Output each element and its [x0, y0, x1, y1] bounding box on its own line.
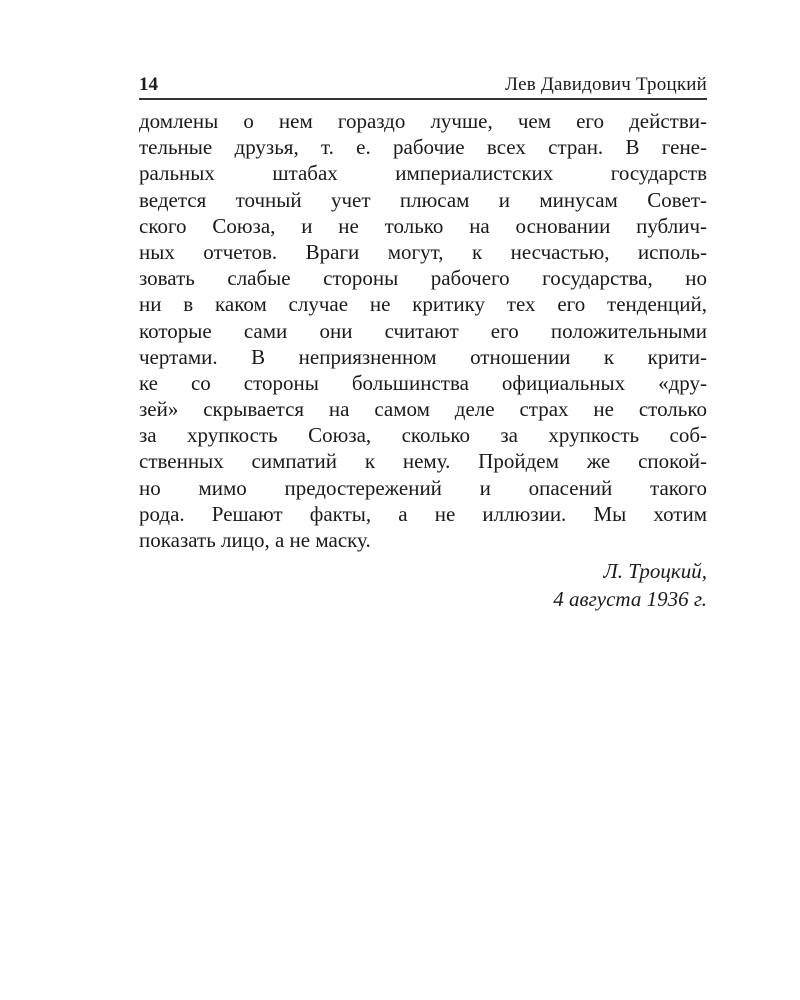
text-line: показать лицо, а не маску.	[139, 528, 371, 552]
text-line: ных отчетов. Враги могут, к несчастью, исполь-	[139, 239, 707, 264]
text-line: ведется точный учет плюсам и минусам Совет-	[139, 187, 707, 212]
text-line: ке со стороны большинства официальных «дру-	[139, 370, 707, 395]
text-line: за хрупкость Союза, сколько за хрупкость соб-	[139, 423, 707, 448]
text-line: ни в каком случае не критику тех его тенденций,	[139, 292, 707, 317]
signature-author: Л. Троцкий,	[603, 559, 707, 584]
text-line: ральных штабах империалистских государств	[139, 161, 707, 186]
signature-date: 4 августа 1936 г.	[553, 587, 707, 612]
text-line: рода. Решают факты, а не иллюзии. Мы хотим	[139, 501, 707, 526]
text-line: зовать слабые стороны рабочего государства, но	[139, 266, 707, 291]
book-page	[139, 74, 707, 613]
signature-block	[139, 557, 707, 613]
text-line: домлены о нем гораздо лучше, чем его действи-	[139, 109, 707, 133]
page-number: 14	[139, 74, 158, 95]
running-head-title: Лев Давидович Троцкий	[505, 74, 707, 95]
running-head	[139, 74, 707, 100]
text-line: ственных симпатий к нему. Пройдем же спокой-	[139, 449, 707, 474]
text-line: тельные друзья, т. е. рабочие всех стран. В гене-	[139, 135, 707, 160]
text-line: чертами. В неприязненном отношении к крити-	[139, 344, 707, 369]
text-line: ского Союза, и не только на основании публич-	[139, 213, 707, 238]
text-line: зей» скрывается на самом деле страх не столько	[139, 397, 707, 422]
text-line: но мимо предостережений и опасений такого	[139, 475, 707, 500]
body-text	[139, 108, 707, 553]
text-line: которые сами они считают его положительными	[139, 318, 707, 343]
